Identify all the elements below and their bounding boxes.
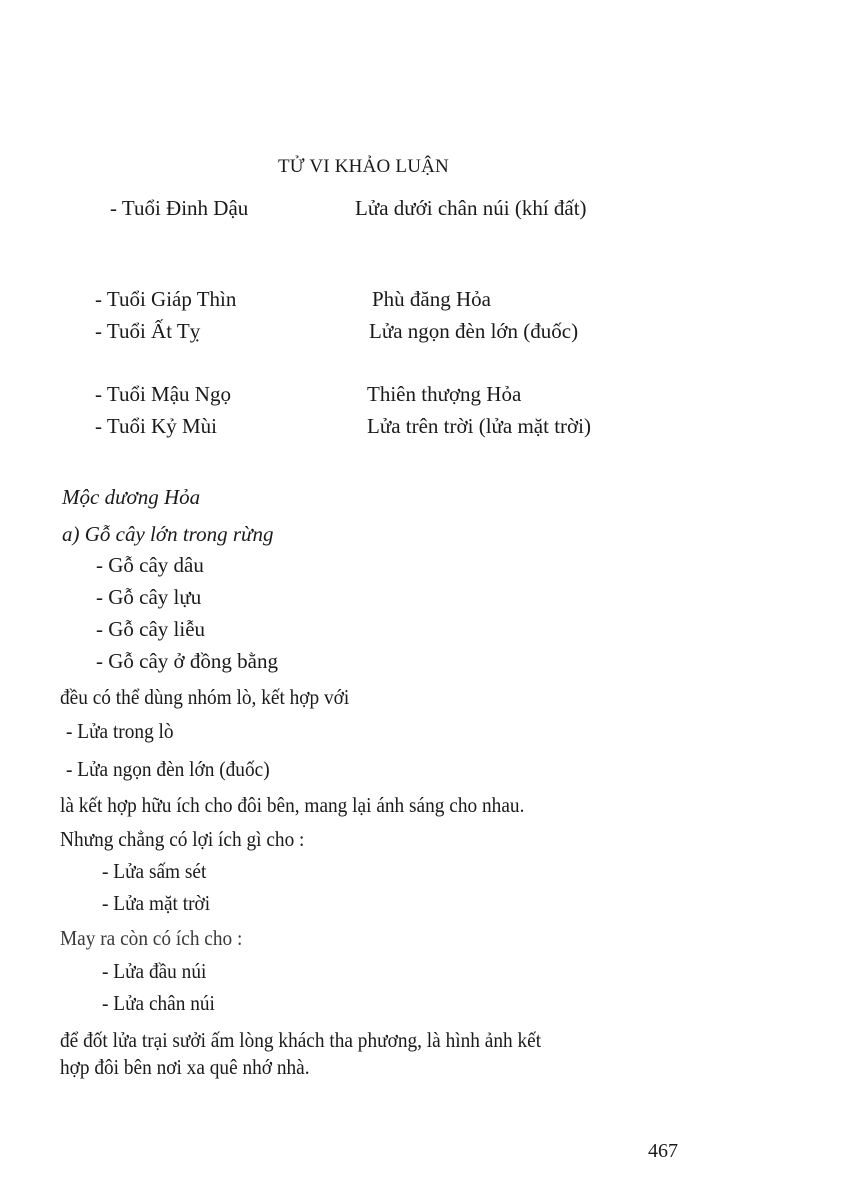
- list-item: - Lửa mặt trời: [102, 891, 211, 915]
- list-item: - Gỗ cây liễu: [96, 617, 206, 641]
- pair-right: Lửa dưới chân núi (khí đất): [355, 196, 587, 220]
- list-item: - Lửa ngọn đèn lớn (đuốc): [66, 757, 270, 781]
- maybe-intro: May ra còn có ích cho :: [60, 926, 243, 950]
- pair-right: Thiên thượng Hỏa: [367, 382, 522, 406]
- page-number: 467: [648, 1140, 678, 1162]
- pair-right: Lửa trên trời (lửa mặt trời): [367, 414, 591, 438]
- pair-right: Phù đăng Hỏa: [372, 287, 491, 311]
- list-item: - Lửa đầu núi: [102, 959, 207, 983]
- list-item: - Lửa trong lò: [66, 719, 174, 743]
- intro-paragraph: đều có thể dùng nhóm lò, kết hợp với: [60, 685, 350, 709]
- no-benefit-intro: Nhưng chẳng có lợi ích gì cho :: [60, 827, 305, 851]
- closing-paragraph-line-1: để đốt lửa trại sưởi ấm lòng khách tha phương, là hình ảnh kết: [60, 1028, 542, 1052]
- list-item: - Gỗ cây ở đồng bằng: [96, 649, 278, 673]
- list-item: - Gỗ cây dâu: [96, 553, 204, 577]
- closing-paragraph-line-2: hợp đôi bên nơi xa quê nhớ nhà.: [60, 1055, 310, 1079]
- pair-left: - Tuổi Mậu Ngọ: [95, 382, 231, 406]
- section-subtitle: a) Gỗ cây lớn trong rừng: [62, 522, 274, 546]
- list-item: - Lửa chân núi: [102, 991, 215, 1015]
- list-item: - Lửa sấm sét: [102, 859, 207, 883]
- running-title: TỬ VI KHẢO LUẬN: [278, 156, 449, 177]
- section-title: Mộc dương Hỏa: [62, 485, 201, 509]
- running-header: [278, 156, 449, 178]
- list-item: - Gỗ cây lựu: [96, 585, 202, 609]
- benefit-paragraph: là kết hợp hữu ích cho đôi bên, mang lại ánh sáng cho nhau.: [60, 793, 525, 817]
- pair-left: - Tuổi Kỷ Mùi: [95, 414, 217, 438]
- pair-left: - Tuổi Đinh Dậu: [110, 196, 249, 220]
- pair-left: - Tuổi Giáp Thìn: [95, 287, 237, 311]
- pair-left: - Tuổi Ất Tỵ: [95, 319, 201, 343]
- pair-right: Lửa ngọn đèn lớn (đuốc): [369, 319, 579, 343]
